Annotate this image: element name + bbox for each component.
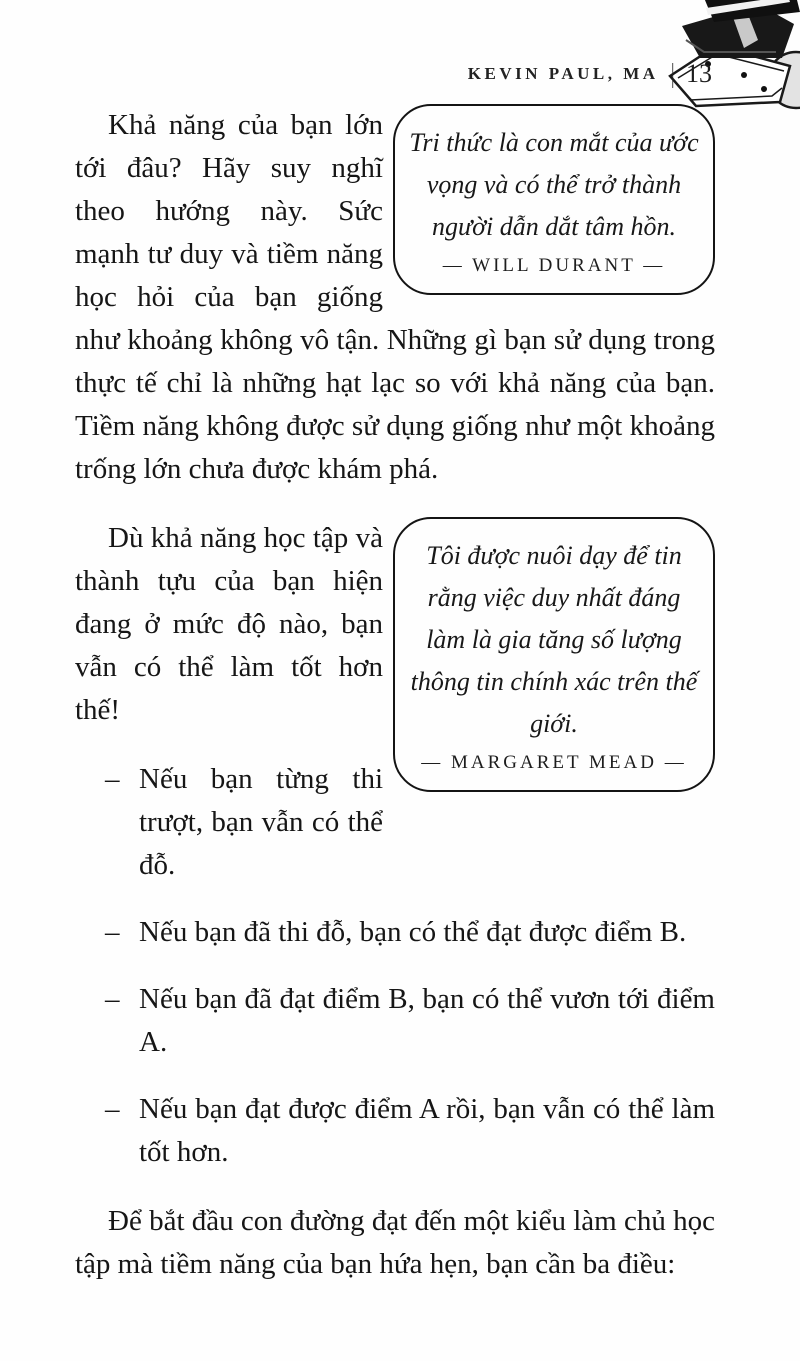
header-separator: | bbox=[670, 58, 674, 88]
quote-attribution: — WILL DURANT — bbox=[442, 255, 666, 276]
bullet-list bbox=[75, 758, 715, 1174]
list-item bbox=[75, 911, 715, 954]
bullet-marker: – bbox=[105, 1093, 120, 1125]
paragraph-three-things: Để bắt đầu con đường đạt đến một kiểu làm chủ học tập mà tiềm năng của bạn hứa hẹn, bạn cần ba điều: bbox=[75, 1205, 715, 1280]
quote-box-margaret-mead bbox=[393, 517, 715, 792]
list-item bbox=[75, 978, 715, 1064]
quote-text: Tôi được nuôi dạy để tin rằng việc duy nhất đáng làm là gia tăng số lượng thông tin chính xác trên thế giới. bbox=[410, 541, 698, 738]
page-header bbox=[468, 58, 712, 89]
bullet-text: Nếu bạn đã thi đỗ, bạn có thể đạt được điểm B. bbox=[139, 916, 687, 948]
bullet-marker: – bbox=[105, 983, 120, 1015]
list-item bbox=[75, 758, 715, 887]
paragraph-do-better: Dù khả năng học tập và thành tựu của bạn hiện đang ở mức độ nào, bạn vẫn có thể làm tốt hơn thế! bbox=[75, 522, 383, 726]
quote-box-will-durant bbox=[393, 104, 715, 295]
quote-attribution: — MARGARET MEAD — bbox=[421, 752, 687, 773]
paragraph-potential: Khả năng của bạn lớn tới đâu? Hãy suy nghĩ theo hướng này. Sức mạnh tư duy và tiềm năng học hỏi của bạn giống như khoảng không vô tận. Những gì bạn sử dụng trong thực tế chỉ là những hạt lạc so với khả năng của bạn. Tiềm năng không được sử dụng giống như một khoảng trống lớn chưa được khám phá. bbox=[75, 109, 715, 485]
bullet-text: Nếu bạn đạt được điểm A rồi, bạn vẫn có thể làm tốt hơn. bbox=[139, 1093, 715, 1168]
quote-text: Tri thức là con mắt của ước vọng và có thể trở thành người dẫn dắt tâm hồn. bbox=[409, 128, 699, 241]
list-item bbox=[75, 1088, 715, 1174]
bullet-text: Nếu bạn đã đạt điểm B, bạn có thể vươn tới điểm A. bbox=[139, 983, 715, 1058]
page-content bbox=[75, 104, 715, 1286]
bullet-marker: – bbox=[105, 916, 120, 948]
author-name: KEVIN PAUL, MA bbox=[467, 63, 659, 83]
page-number: 13 bbox=[686, 58, 712, 88]
bullet-text: Nếu bạn từng thi trượt, bạn vẫn có thể đỗ. bbox=[139, 763, 383, 881]
bullet-marker: – bbox=[105, 763, 120, 795]
